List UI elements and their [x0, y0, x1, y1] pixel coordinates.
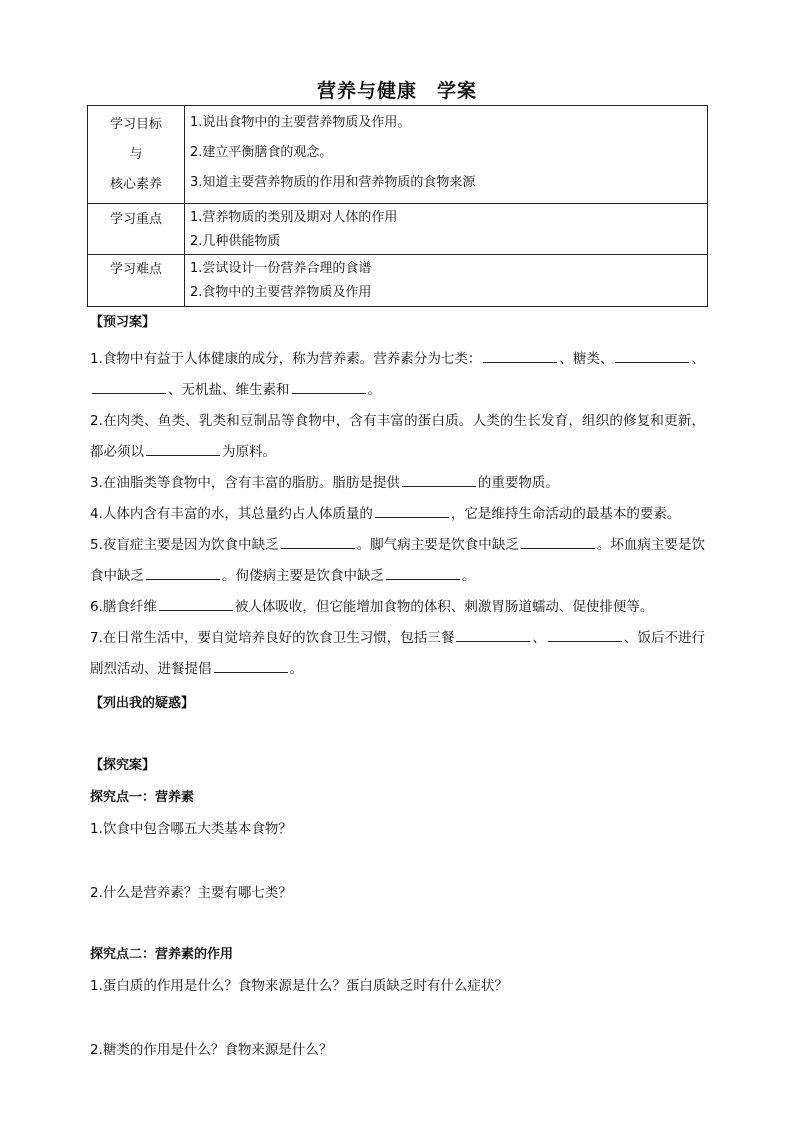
question-text: 、: [691, 351, 706, 367]
answer-blank[interactable]: [146, 567, 220, 580]
content-line: 1.尝试设计一份营养合理的食谱: [190, 261, 372, 276]
answer-blank[interactable]: [615, 350, 689, 363]
question-text: 。: [289, 661, 303, 677]
answer-blank[interactable]: [146, 443, 220, 456]
page-title: 营养与健康 学案: [316, 80, 477, 102]
content-line: 1.说出食物中的主要营养物质及作用。: [190, 115, 411, 130]
label-line: 学习难点: [109, 262, 162, 277]
question-text: 4.人体内含有丰富的水，其总量约占人体质量的: [90, 506, 373, 522]
answer-blank[interactable]: [281, 536, 355, 549]
question-text: 1.食物中有益于人体健康的成分，称为营养素。营养素分为七类：: [90, 351, 482, 367]
answer-blank[interactable]: [402, 474, 476, 487]
explore-point-1: 探究点一：营养素: [90, 790, 195, 805]
question-text: 2.在肉类、鱼类、乳类和豆制品等食物中，含有丰富的蛋白质。人类的生长发育，组织的修复和更新，都必须以: [90, 413, 705, 460]
label-line: 学习重点: [109, 212, 162, 227]
row-content: [185, 106, 708, 204]
question-3: [90, 468, 705, 499]
explore-point-2: 探究点二：营养素的作用: [90, 947, 234, 962]
question-text: 、无机盐、维生素和: [168, 382, 290, 398]
preview-heading: 【预习案】: [90, 315, 156, 330]
question-1: [90, 344, 705, 406]
answer-blank[interactable]: [92, 381, 166, 394]
label-line: 核心素养: [109, 177, 162, 192]
question-5: [90, 530, 705, 592]
answer-blank[interactable]: [375, 505, 449, 518]
content-line: 2.几种供能物质: [190, 234, 281, 249]
question-text: 5.夜盲症主要是因为饮食中缺乏: [90, 537, 279, 553]
table-row: [88, 204, 708, 255]
row-label: [88, 106, 185, 204]
answer-blank[interactable]: [214, 660, 288, 673]
row-content: [185, 204, 708, 255]
answer-blank[interactable]: [548, 629, 622, 642]
table-row: [88, 106, 708, 204]
question-text: 。脚气病主要是饮食中缺乏: [356, 537, 519, 553]
document-body: [90, 312, 705, 1061]
answer-blank[interactable]: [292, 381, 366, 394]
content-line: 3.知道主要营养物质的作用和营养物质的食物来源: [190, 175, 476, 190]
table-row: [88, 255, 708, 307]
question-4: [90, 499, 705, 530]
question-text: ，它是维持生命活动的最基本的要素。: [450, 506, 681, 522]
doubts-heading: 【列出我的疑惑】: [90, 696, 195, 711]
content-line: 1.营养物质的类别及期对人体的作用: [190, 210, 398, 225]
question-text: 。坏血病主要是饮食中缺乏: [90, 537, 705, 584]
question-text: 。: [367, 382, 381, 398]
learning-goals-table: [87, 105, 708, 307]
explore-question: 2.什么是营养素？主要有哪七类？: [90, 885, 292, 901]
answer-blank[interactable]: [456, 629, 530, 642]
content-line: 2.建立平衡膳食的观念。: [190, 145, 333, 160]
explore-heading: 【探究案】: [90, 758, 156, 773]
question-text: 。: [462, 568, 476, 584]
question-2: [90, 406, 705, 468]
row-label: [88, 204, 185, 255]
answer-blank[interactable]: [483, 350, 557, 363]
question-text: 。佝偻病主要是饮食中缺乏: [222, 568, 384, 584]
question-text: 、糖类、: [559, 351, 614, 367]
question-text: 被人体吸收，但它能增加食物的体积、刺激胃肠道蠕动、促使排便等。: [234, 599, 654, 615]
row-label: [88, 255, 185, 307]
content-line: 2.食物中的主要营养物质及作用: [190, 285, 372, 300]
answer-blank[interactable]: [159, 598, 233, 611]
question-text: 3.在油脂类等食物中，含有丰富的脂肪。脂肪是提供: [90, 475, 400, 491]
explore-question: 2.糖类的作用是什么？食物来源是什么？: [90, 1042, 333, 1058]
question-7: [90, 623, 705, 685]
answer-blank[interactable]: [386, 567, 460, 580]
explore-question: 1.饮食中包含哪五大类基本食物？: [90, 821, 292, 837]
explore-question: 1.蛋白质的作用是什么？食物来源是什么？蛋白质缺乏时有什么症状？: [90, 978, 508, 994]
question-text: 、: [532, 630, 546, 646]
question-text: 为原料。: [222, 444, 276, 460]
label-line: 学习目标: [109, 117, 162, 132]
question-text: 6.膳食纤维: [90, 599, 157, 615]
question-text: 的重要物质。: [477, 475, 559, 491]
question-text: 、饭后不进行剧烈活动、进餐提倡: [90, 630, 706, 677]
label-line: 与: [129, 147, 143, 162]
row-content: [185, 255, 708, 307]
answer-blank[interactable]: [521, 536, 595, 549]
question-text: 7.在日常生活中，要自觉培养良好的饮食卫生习惯，包括三餐: [90, 630, 455, 646]
question-6: [90, 592, 705, 623]
